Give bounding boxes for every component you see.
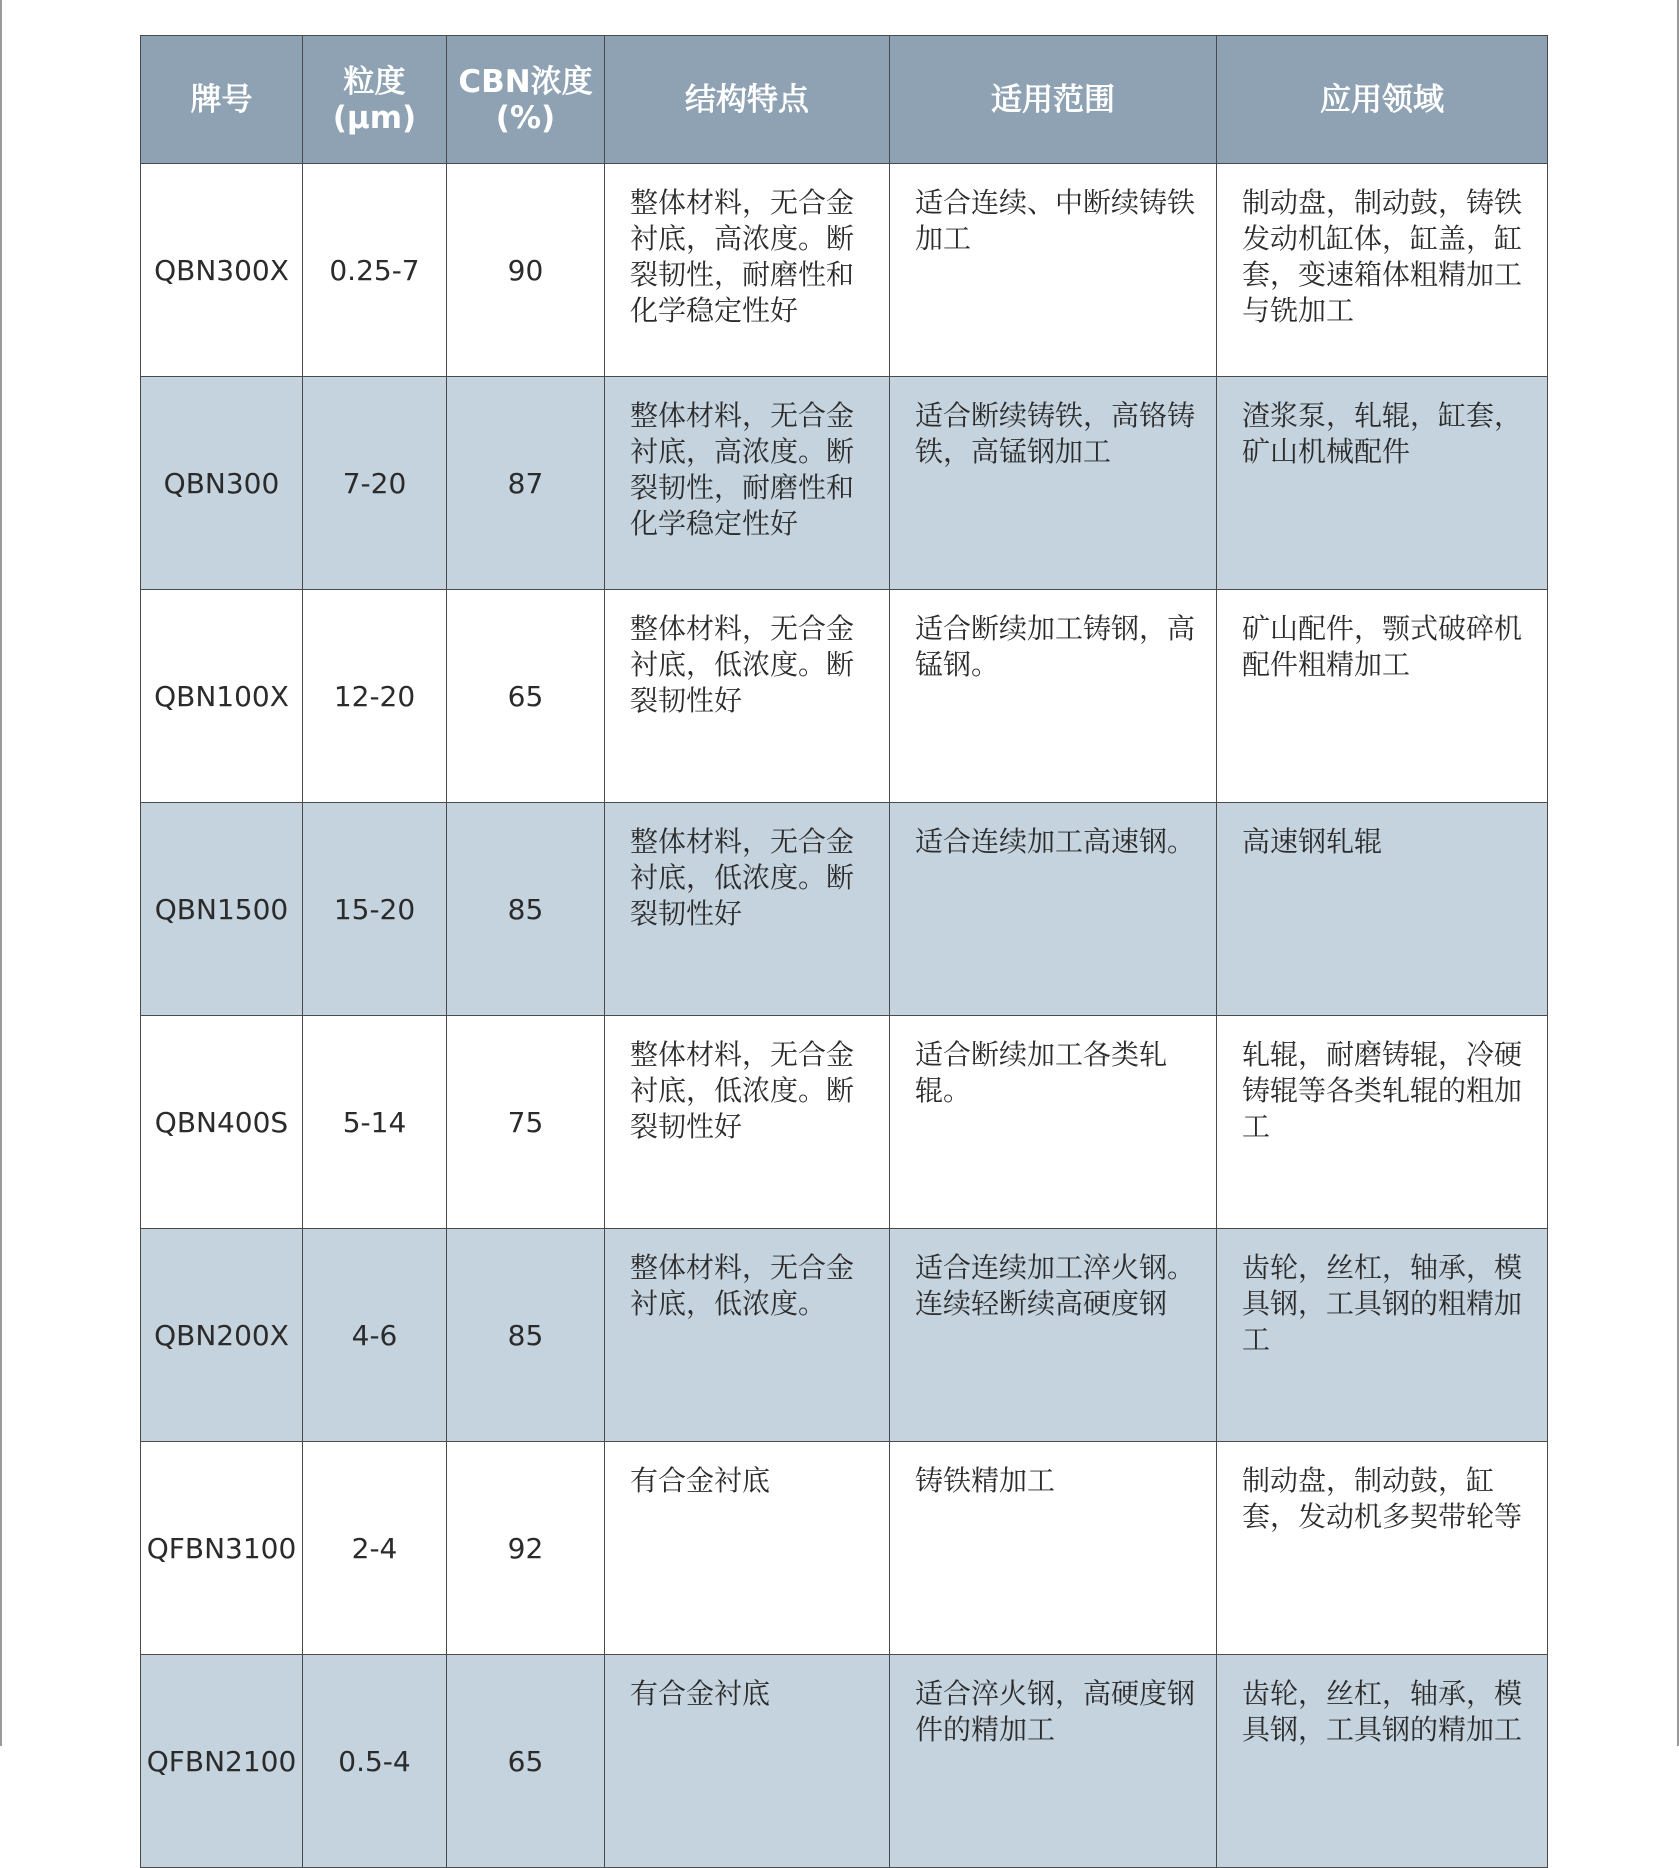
cell-structure: 整体材料，无合金衬底，低浓度。断裂韧性好 xyxy=(605,803,890,1016)
table-body xyxy=(141,164,1548,1868)
cell-grain: 0.5-4 xyxy=(303,1655,447,1868)
cell-concentration: 90 xyxy=(447,164,605,377)
cell-scope: 适合淬火钢，高硬度钢件的精加工 xyxy=(890,1655,1217,1868)
cell-concentration: 92 xyxy=(447,1442,605,1655)
left-page-edge xyxy=(0,0,2,1746)
cell-structure: 有合金衬底 xyxy=(605,1655,890,1868)
cell-grade: QFBN3100 xyxy=(141,1442,303,1655)
cell-structure: 整体材料，无合金衬底，高浓度。断裂韧性，耐磨性和化学稳定性好 xyxy=(605,377,890,590)
header-concentration-unit: (%) xyxy=(495,99,556,136)
table-row xyxy=(141,590,1548,803)
cell-application: 制动盘，制动鼓，缸套，发动机多契带轮等 xyxy=(1217,1442,1548,1655)
header-scope: 适用范围 xyxy=(890,36,1217,164)
cell-grain: 15-20 xyxy=(303,803,447,1016)
cell-structure: 有合金衬底 xyxy=(605,1442,890,1655)
table-header xyxy=(141,36,1548,164)
cell-scope: 适合连续加工高速钢。 xyxy=(890,803,1217,1016)
cell-concentration: 75 xyxy=(447,1016,605,1229)
cell-scope: 适合断续加工铸钢，高锰钢。 xyxy=(890,590,1217,803)
header-grade: 牌号 xyxy=(141,36,303,164)
cell-grain: 7-20 xyxy=(303,377,447,590)
header-application: 应用领域 xyxy=(1217,36,1548,164)
cell-grain: 2-4 xyxy=(303,1442,447,1655)
cell-grade: QBN400S xyxy=(141,1016,303,1229)
cell-scope: 适合连续、中断续铸铁加工 xyxy=(890,164,1217,377)
cell-grade: QBN1500 xyxy=(141,803,303,1016)
cell-application: 齿轮，丝杠，轴承，模具钢，工具钢的精加工 xyxy=(1217,1655,1548,1868)
table-row xyxy=(141,1655,1548,1868)
cell-structure: 整体材料，无合金衬底，高浓度。断裂韧性，耐磨性和化学稳定性好 xyxy=(605,164,890,377)
cell-grain: 5-14 xyxy=(303,1016,447,1229)
header-grain-unit: (μm) xyxy=(332,99,417,136)
cell-application: 制动盘，制动鼓，铸铁发动机缸体，缸盖，缸套，变速箱体粗精加工与铣加工 xyxy=(1217,164,1548,377)
cell-grade: QBN300 xyxy=(141,377,303,590)
cell-concentration: 85 xyxy=(447,803,605,1016)
cell-grain: 0.25-7 xyxy=(303,164,447,377)
cell-grade: QBN200X xyxy=(141,1229,303,1442)
table-row xyxy=(141,164,1548,377)
cell-grain: 12-20 xyxy=(303,590,447,803)
table-row xyxy=(141,803,1548,1016)
cell-grade: QBN300X xyxy=(141,164,303,377)
cell-scope: 铸铁精加工 xyxy=(890,1442,1217,1655)
cell-concentration: 87 xyxy=(447,377,605,590)
table-row xyxy=(141,1016,1548,1229)
cell-application: 渣浆泵，轧辊，缸套，矿山机械配件 xyxy=(1217,377,1548,590)
header-concentration xyxy=(447,36,605,164)
cell-structure: 整体材料，无合金衬底，低浓度。断裂韧性好 xyxy=(605,1016,890,1229)
cell-concentration: 65 xyxy=(447,1655,605,1868)
cell-concentration: 85 xyxy=(447,1229,605,1442)
cell-application: 矿山配件，颚式破碎机配件粗精加工 xyxy=(1217,590,1548,803)
cell-scope: 适合连续加工淬火钢。连续轻断续高硬度钢 xyxy=(890,1229,1217,1442)
header-grain xyxy=(303,36,447,164)
cell-scope: 适合断续加工各类轧辊。 xyxy=(890,1016,1217,1229)
cell-structure: 整体材料，无合金衬底，低浓度。 xyxy=(605,1229,890,1442)
cell-grade: QFBN2100 xyxy=(141,1655,303,1868)
table-row xyxy=(141,1442,1548,1655)
cell-scope: 适合断续铸铁，高铬铸铁，高锰钢加工 xyxy=(890,377,1217,590)
cell-application: 轧辊，耐磨铸辊，冷硬铸辊等各类轧辊的粗加工 xyxy=(1217,1016,1548,1229)
header-structure: 结构特点 xyxy=(605,36,890,164)
table-row xyxy=(141,377,1548,590)
cell-application: 齿轮，丝杠，轴承，模具钢，工具钢的粗精加工 xyxy=(1217,1229,1548,1442)
cell-grain: 4-6 xyxy=(303,1229,447,1442)
header-concentration-label: CBN浓度 xyxy=(458,63,593,100)
cell-grade: QBN100X xyxy=(141,590,303,803)
cell-concentration: 65 xyxy=(447,590,605,803)
table-row xyxy=(141,1229,1548,1442)
cell-application: 高速钢轧辊 xyxy=(1217,803,1548,1016)
header-grain-label: 粒度 xyxy=(343,63,406,100)
cbn-grade-table xyxy=(140,35,1548,1868)
header-row xyxy=(141,36,1548,164)
cell-structure: 整体材料，无合金衬底，低浓度。断裂韧性好 xyxy=(605,590,890,803)
